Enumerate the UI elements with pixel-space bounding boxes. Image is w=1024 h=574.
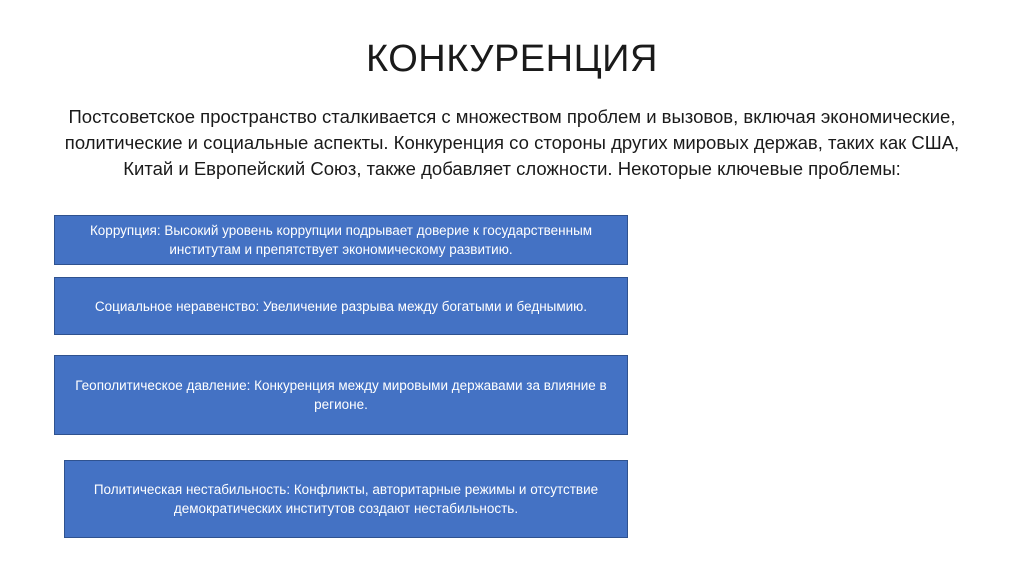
intro-paragraph: Постсоветское пространство сталкивается с множеством проблем и вызовов, включая экономические, политические и социальные аспекты. Конкуренция со стороны других мировых держав, таких как США, Китай и Европейский Союз, также добавляет сложности. Некоторые ключевые проблемы: <box>64 106 960 179</box>
problem-text: Социальное неравенство: Увеличение разрыва между богатыми и беднымию. <box>94 298 588 314</box>
problem-box-corruption <box>54 215 628 265</box>
problem-box-geopolitics <box>54 355 628 435</box>
problem-box-instability <box>64 460 628 538</box>
problem-text: Геополитическое давление: Конкуренция между мировыми державами за влияние в регионе. <box>75 378 607 412</box>
problem-text: Политическая нестабильность: Конфликты, авторитарные режимы и отсутствие демократических институтов создают нестабильность. <box>93 482 599 516</box>
problem-text: Коррупция: Высокий уровень коррупции подрывает доверие к государственным институтам и препятствует экономическому развитию. <box>89 223 593 257</box>
slide-title: КОНКУРЕНЦИЯ <box>366 38 658 80</box>
problem-box-inequality <box>54 277 628 335</box>
